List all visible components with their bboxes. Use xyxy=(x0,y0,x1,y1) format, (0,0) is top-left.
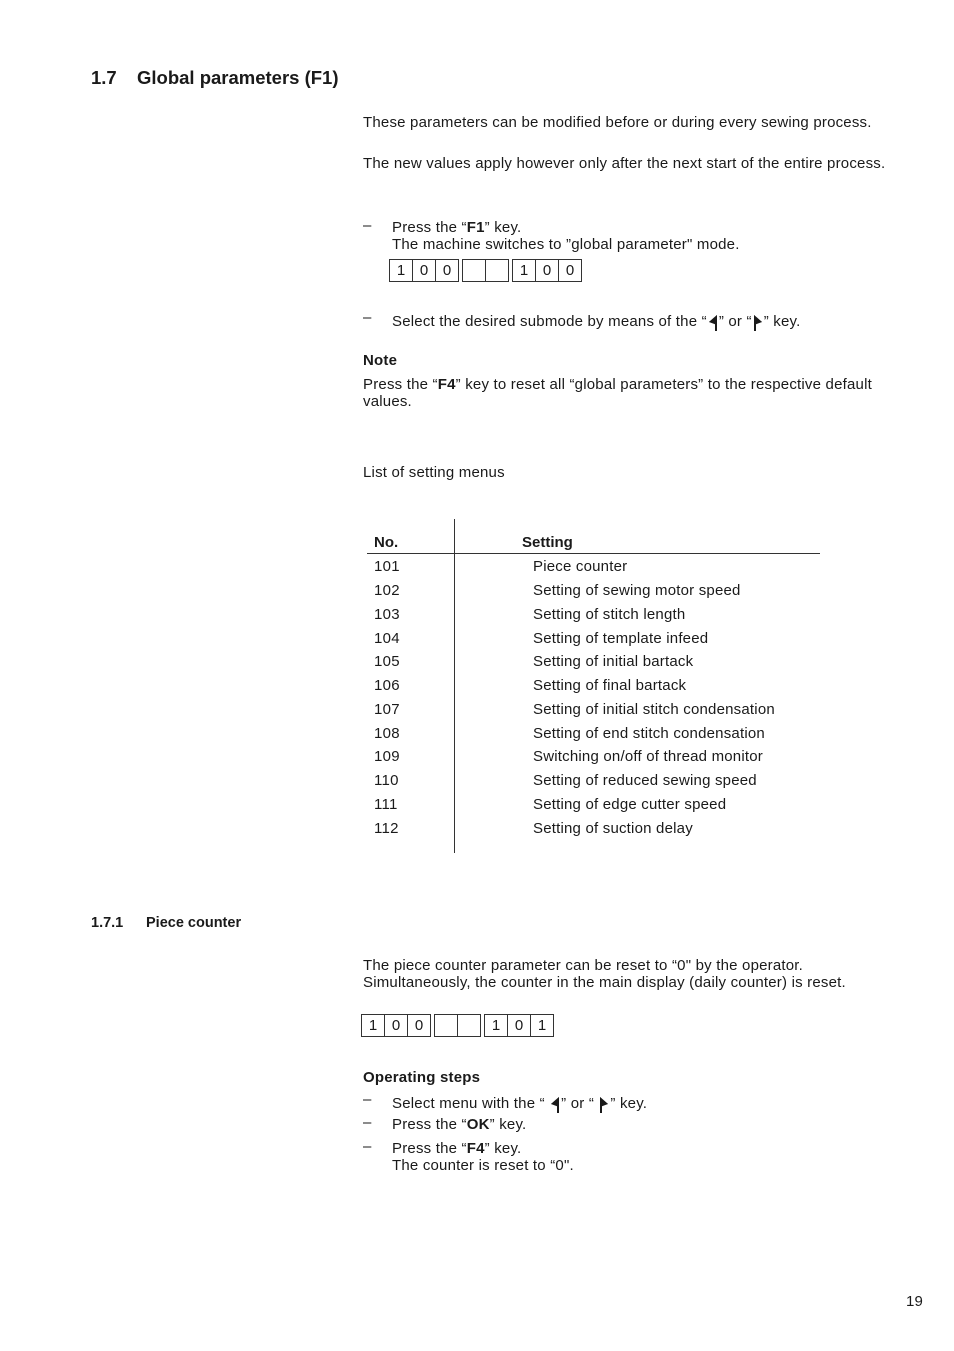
left-arrow-key-icon xyxy=(549,1093,561,1115)
subsection-heading xyxy=(91,915,241,931)
table-row-setting: Setting of initial stitch condensation xyxy=(533,701,775,718)
step-text: ” or “ xyxy=(718,312,752,330)
note-text xyxy=(363,376,893,410)
table-row-no: 111 xyxy=(374,796,398,813)
dash-bullet: – xyxy=(363,1114,372,1131)
step-text: ” key. xyxy=(484,219,522,236)
table-row-no: 109 xyxy=(374,748,400,765)
table-vertical-divider xyxy=(454,519,455,853)
right-arrow-key-icon xyxy=(598,1093,610,1115)
step-text: ” key. xyxy=(610,1094,648,1112)
operating-steps-title: Operating steps xyxy=(363,1069,481,1086)
counter-reset-text: The counter is reset to “0". xyxy=(392,1157,574,1174)
display-digit: 0 xyxy=(435,259,459,282)
table-row-no: 103 xyxy=(374,606,400,623)
display-blank xyxy=(434,1014,458,1037)
table-row-no: 102 xyxy=(374,582,400,599)
step-text: Press the “ xyxy=(392,1116,467,1133)
display-digit: 0 xyxy=(407,1014,431,1037)
display-blank xyxy=(485,259,509,282)
display-blank xyxy=(462,259,486,282)
table-row-setting: Setting of reduced sewing speed xyxy=(533,772,757,789)
table-header-underline xyxy=(367,553,820,554)
step-text: ” key. xyxy=(484,1140,522,1157)
page-number: 19 xyxy=(906,1293,924,1310)
table-row-no: 106 xyxy=(374,677,400,694)
table-row-no: 105 xyxy=(374,653,400,670)
table-row-setting: Setting of initial bartack xyxy=(533,653,694,670)
display-panel-piece-counter xyxy=(362,1014,554,1036)
subsection-number: 1.7.1 xyxy=(91,915,124,931)
display-digit: 0 xyxy=(535,259,559,282)
table-row-setting: Setting of template infeed xyxy=(533,630,709,647)
intro-paragraph-1: These parameters can be modified before or during every sewing process. xyxy=(363,114,872,131)
table-row-no: 107 xyxy=(374,701,400,718)
left-arrow-key-icon xyxy=(707,311,719,333)
section-heading xyxy=(91,67,339,89)
display-digit: 1 xyxy=(361,1014,385,1037)
table-row-setting: Switching on/off of thread monitor xyxy=(533,748,763,765)
dash-bullet: – xyxy=(363,1091,372,1108)
note-title: Note xyxy=(363,352,398,369)
table-row-setting: Piece counter xyxy=(533,558,628,575)
table-row-setting: Setting of edge cutter speed xyxy=(533,796,727,813)
dash-bullet: – xyxy=(363,217,372,234)
display-digit: 0 xyxy=(384,1014,408,1037)
step-text: ” key. xyxy=(489,1116,527,1133)
table-row-no: 112 xyxy=(374,820,399,837)
step-text: Select menu with the “ xyxy=(392,1094,550,1112)
note-text-part: Press the “ xyxy=(363,376,438,393)
step-text: Press the “ xyxy=(392,1140,467,1157)
subsection-title: Piece counter xyxy=(146,915,242,931)
table-row-setting: Setting of sewing motor speed xyxy=(533,582,741,599)
display-panel-global xyxy=(390,259,582,281)
display-digit: 0 xyxy=(558,259,582,282)
display-digit: 1 xyxy=(512,259,536,282)
table-row-setting: Setting of suction delay xyxy=(533,820,693,837)
display-digit: 1 xyxy=(389,259,413,282)
table-row-no: 110 xyxy=(374,772,399,789)
key-f1: F1 xyxy=(466,219,485,236)
table-header-setting: Setting xyxy=(522,534,573,551)
switch-text: The machine switches to ”global parameter" mode. xyxy=(392,236,740,253)
step-text: Press the “ xyxy=(392,219,467,236)
right-arrow-key-icon xyxy=(752,311,764,333)
section-number: 1.7 xyxy=(91,67,117,88)
table-row-setting: Setting of end stitch condensation xyxy=(533,725,765,742)
piece-counter-p2: Simultaneously, the counter in the main display (daily counter) is reset. xyxy=(363,974,846,991)
note-text-part: ” key to reset all “global parameters” to the respective default values. xyxy=(363,376,872,410)
display-digit: 0 xyxy=(412,259,436,282)
table-row-setting: Setting of final bartack xyxy=(533,677,687,694)
table-row-no: 101 xyxy=(374,558,400,575)
display-digit: 1 xyxy=(484,1014,508,1037)
step-text: ” or “ xyxy=(561,1094,599,1112)
key-ok: OK xyxy=(466,1116,490,1133)
table-header-no: No. xyxy=(374,534,399,551)
display-blank xyxy=(457,1014,481,1037)
step-text: Select the desired submode by means of the “ xyxy=(392,312,707,330)
table-row-no: 104 xyxy=(374,630,400,647)
key-f4: F4 xyxy=(437,376,456,393)
table-row-setting: Setting of stitch length xyxy=(533,606,686,623)
menus-caption: List of setting menus xyxy=(363,464,505,481)
step-text: ” key. xyxy=(763,312,801,330)
dash-bullet: – xyxy=(363,309,372,326)
dash-bullet: – xyxy=(363,1138,372,1155)
section-title: Global parameters (F1) xyxy=(137,67,339,88)
intro-paragraph-2: The new values apply however only after the next start of the entire process. xyxy=(363,155,886,172)
table-row-no: 108 xyxy=(374,725,400,742)
piece-counter-p1: The piece counter parameter can be reset to “0" by the operator. xyxy=(363,957,804,974)
display-digit: 1 xyxy=(530,1014,554,1037)
key-f4: F4 xyxy=(466,1140,485,1157)
display-digit: 0 xyxy=(507,1014,531,1037)
